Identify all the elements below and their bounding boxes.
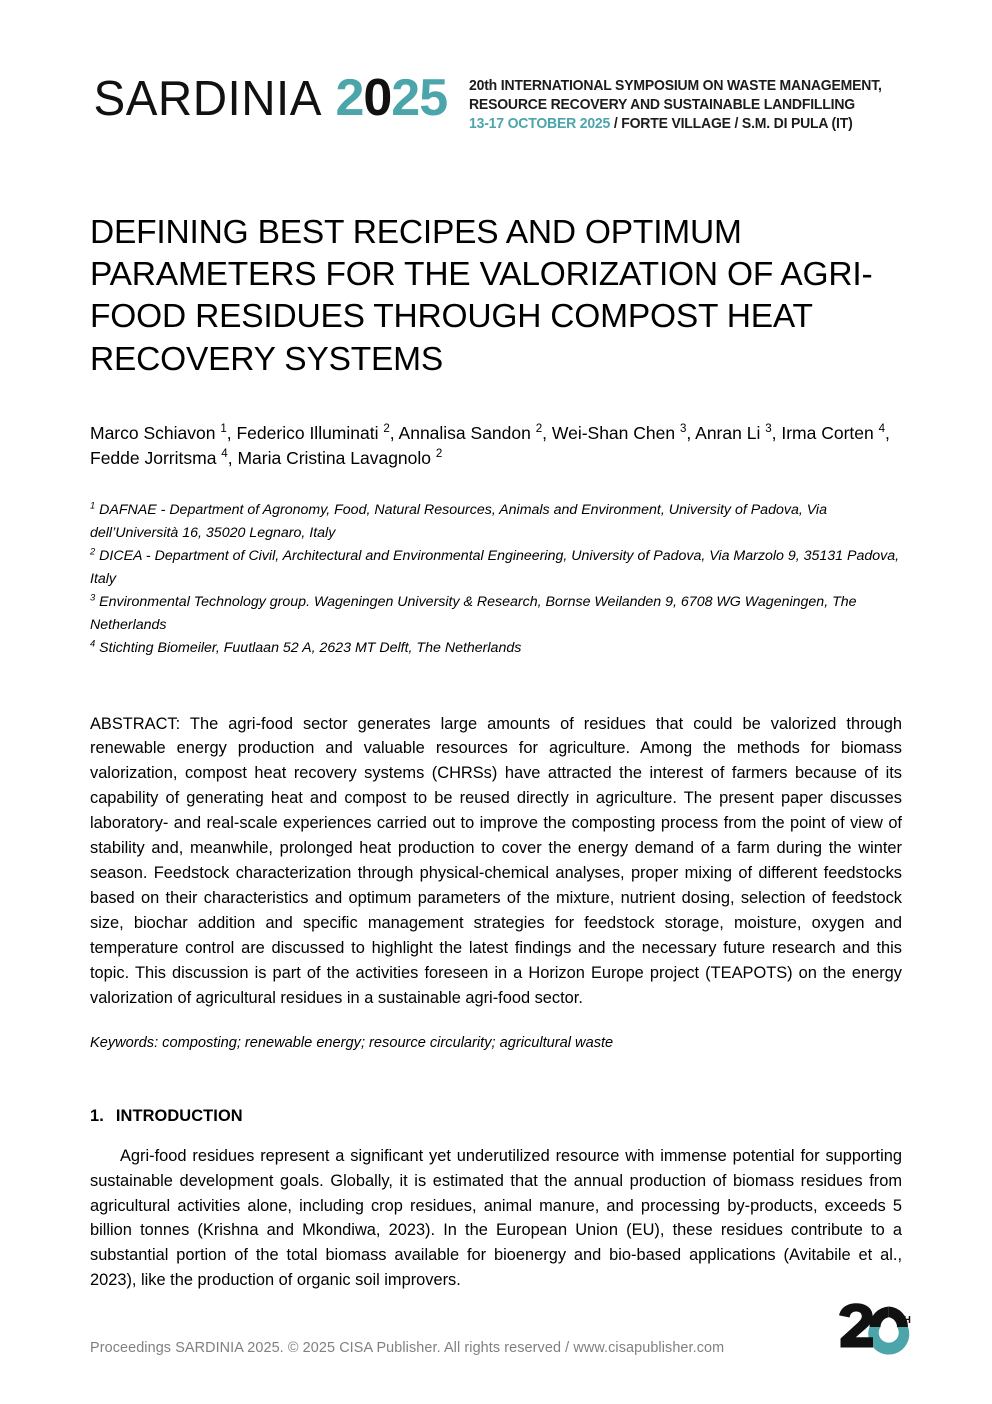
affiliation-text: DAFNAE - Department of Agronomy, Food, Natural Resources, Animals and Environment, University of Padova, Via dell’Università 16, 35020 Legnaro, Italy bbox=[90, 501, 827, 541]
conference-venue: / FORTE VILLAGE / S.M. DI PULA (IT) bbox=[610, 115, 853, 132]
sardinia-logo-text: SARDINIA bbox=[93, 72, 322, 126]
affiliation-marker: 2 bbox=[90, 545, 96, 556]
author-affil-marker-2: 2 bbox=[383, 422, 390, 435]
page-title: DEFINING BEST RECIPES AND OPTIMUM PARAMETERS FOR THE VALORIZATION OF AGRI-FOOD RESIDUES THROUGH COMPOST HEAT RECOVERY SYSTEMS bbox=[90, 214, 873, 378]
logo-year-prefix: 2 bbox=[335, 69, 364, 127]
sardinia-logo bbox=[90, 69, 448, 127]
affiliation-text: Stichting Biomeiler, Fuutlaan 52 A, 2623 MT Delft, The Netherlands bbox=[95, 639, 522, 656]
section-title: INTRODUCTION bbox=[115, 1106, 243, 1125]
author-affil-marker-8: 2 bbox=[435, 447, 443, 460]
affiliation-item bbox=[90, 591, 902, 637]
conference-header bbox=[90, 0, 902, 160]
twentieth-anniversary-logo bbox=[824, 1296, 920, 1368]
author-affil-marker-7: 4 bbox=[221, 447, 228, 460]
anniversary-badge-icon bbox=[824, 1296, 920, 1368]
conference-dates: 13-17 OCTOBER 2025 bbox=[469, 115, 611, 132]
author-6: , Irma Corten bbox=[771, 422, 879, 443]
author-affil-marker-6: 4 bbox=[878, 422, 886, 435]
conference-line-3 bbox=[469, 115, 882, 134]
section-number: 1. bbox=[90, 1106, 104, 1125]
author-2: , Federico Illuminati bbox=[226, 422, 384, 443]
keywords-line: Keywords: composting; renewable energy; resource circularity; agricultural waste bbox=[90, 1034, 614, 1051]
conference-subtitle-block bbox=[469, 77, 899, 134]
author-list bbox=[90, 421, 902, 471]
author-7: , Fedde Jorritsma bbox=[90, 422, 890, 468]
affiliation-marker: 3 bbox=[90, 591, 96, 602]
author-affil-marker-5: 3 bbox=[765, 422, 772, 435]
affiliation-list bbox=[90, 499, 902, 660]
author-affil-marker-3: 2 bbox=[535, 422, 543, 435]
affiliation-text: Environmental Technology group. Wageningen University & Research, Bornse Weilanden 9, 6708 WG Wageningen, The Netherlands bbox=[90, 593, 857, 633]
author-5: , Anran Li bbox=[686, 422, 766, 443]
affiliation-item bbox=[90, 499, 902, 545]
badge-two-glyph bbox=[839, 1303, 873, 1347]
affiliation-marker: 1 bbox=[90, 499, 96, 510]
author-8: , Maria Cristina Lavagnolo bbox=[227, 447, 436, 468]
affiliation-marker: 4 bbox=[90, 637, 96, 648]
abstract-label: ABSTRACT: bbox=[90, 714, 181, 733]
affiliation-item bbox=[90, 545, 902, 591]
logo-year-suffix: 25 bbox=[391, 69, 448, 127]
author-3: , Annalisa Sandon bbox=[389, 422, 536, 443]
badge-teal-arc bbox=[868, 1327, 909, 1355]
abstract-block bbox=[90, 712, 902, 1011]
sardinia-logo-year bbox=[335, 69, 448, 127]
author-4: , Wei-Shan Chen bbox=[542, 422, 680, 443]
section-heading-introduction bbox=[90, 1107, 902, 1126]
footer-copyright: Proceedings SARDINIA 2025. © 2025 CISA Publisher. All rights reserved / www.cisapublisher.com bbox=[90, 1340, 725, 1356]
conference-line-2: RESOURCE RECOVERY AND SUSTAINABLE LANDFILLING bbox=[469, 96, 856, 113]
abstract-text: The agri-food sector generates large amounts of residues that could be valorized through renewable energy production and valuable resources for agriculture. Among the methods for biomass valorization, compost heat recovery systems (CHRSs) have attracted the interest of farmers because of its capability of generating heat and compost to be reused directly in agriculture. The present paper discusses laboratory- and real-scale experiences carried out to improve the composting process from the point of view of stability and, meanwhile, prolonged heat production to cover the energy demand of a farm during the winter season. Feedstock characterization through physical-chemical analyses, proper mixing of different feedstocks based on their characteristics and optimum parameters of the mixture, nutrient dosing, selection of feedstock size, biochar addition and specific management strategies for feedstock storage, moisture, oxygen and temperature control are discussed to highlight the latest findings and the necessary future research and this topic. This discussion is part of the activities foreseen in a Horizon Europe project (TEAPOTS) on the energy valorization of agricultural residues in a sustainable agri-food sector. bbox=[90, 714, 902, 1007]
author-1: Marco Schiavon bbox=[90, 422, 221, 443]
conference-line-1: 20th INTERNATIONAL SYMPOSIUM ON WASTE MANAGEMENT, bbox=[469, 78, 882, 94]
affiliation-text: DICEA - Department of Civil, Architectural and Environmental Engineering, University of Padova, Via Marzolo 9, 35131 Padova, Italy bbox=[90, 547, 900, 587]
author-affil-marker-4: 3 bbox=[679, 422, 687, 435]
introduction-paragraph: Agri-food residues represent a significant yet underutilized resource with immense potential for supporting sustainable development goals. Globally, it is estimated that the annual production of biomass residues from agricultural activities alone, including crop residues, animal manure, and processing by-products, exceeds 5 billion tonnes (Krishna and Mkondiwa, 2023). In the European Union (EU), these residues contribute to a substantial portion of the total biomass available for bioenergy and bio-based applications (Avitabile et al., 2023), like the production of organic soil improvers. bbox=[90, 1146, 902, 1290]
logo-year-zero: 0 bbox=[363, 69, 392, 127]
page-footer bbox=[90, 1340, 902, 1360]
affiliation-item bbox=[90, 637, 902, 660]
badge-th-suffix: TH bbox=[897, 1314, 911, 1326]
author-affil-marker-1: 1 bbox=[220, 422, 227, 435]
